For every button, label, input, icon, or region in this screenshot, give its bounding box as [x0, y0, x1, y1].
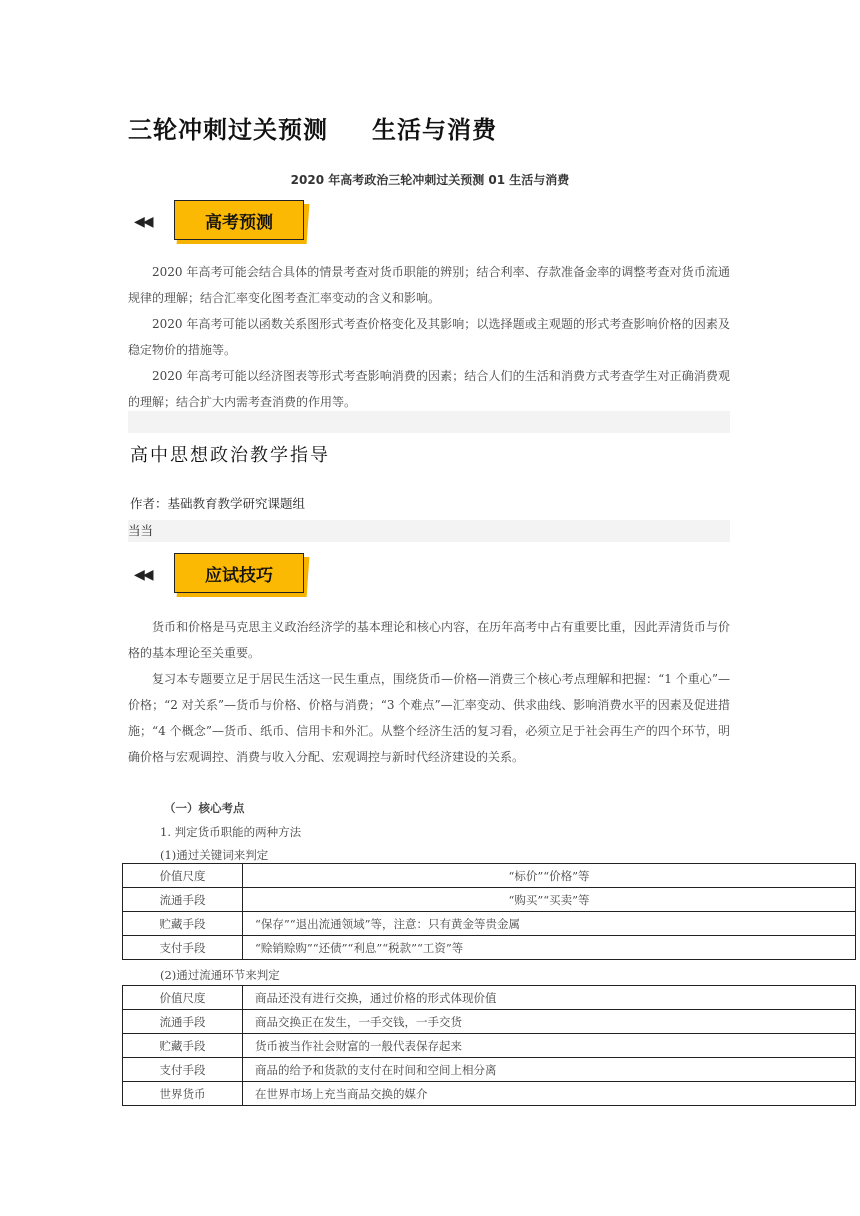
forecast-paragraph: 2020 年高考可能会结合具体的情景考查对货币职能的辨别；结合利率、存款准备金率的调整考查对货币流通规律的理解；结合汇率变化图考查汇率变动的含义和影响。	[128, 265, 730, 305]
skills-paragraph: 货币和价格是马克思主义政治经济学的基本理论和核心内容，在历年高考中占有重要比重，因此弄清货币与价格的基本理论至关重要。	[128, 620, 730, 660]
function-cell: 流通手段	[123, 1010, 243, 1034]
function-cell: 支付手段	[123, 1058, 243, 1082]
page-title-main: 三轮冲刺过关预测	[128, 116, 328, 144]
description-cell: 商品的给予和货款的支付在时间和空间上相分离	[243, 1058, 856, 1082]
table-row	[123, 912, 856, 936]
banner-forecast	[130, 200, 310, 250]
banner-skills	[130, 553, 310, 603]
method-2-heading: (2)通过流通环节来判定	[160, 968, 280, 982]
function-cell: 贮藏手段	[123, 912, 243, 936]
page-title-topic: 生活与消费	[372, 116, 497, 144]
function-cell: 世界货币	[123, 1082, 243, 1106]
description-cell: 在世界市场上充当商品交换的媒介	[243, 1082, 856, 1106]
double-arrow-icon: ◀◀	[134, 214, 152, 230]
table-row	[123, 1034, 856, 1058]
skills-section	[128, 614, 730, 770]
keyword-cell: “赊销赊购”“还债”“利息”“税款”“工资”等	[243, 936, 856, 960]
description-cell: 货币被当作社会财富的一般代表保存起来	[243, 1034, 856, 1058]
double-arrow-icon: ◀◀	[134, 567, 152, 583]
table-row	[123, 864, 856, 888]
skills-paragraph: 复习本专题要立足于居民生活这一民生重点，围绕货币—价格—消费三个核心考点理解和把握：“1 个重心”—价格；“2 对关系”—货币与价格、价格与消费；“3 个难点”—汇率变动、供求曲线、影响消费水平的因素及促进措施；“4 个概念”—货币、纸币、信用卡和外汇。从整个经济生活的复习看，必须立足于社会再生产的四个环节，明确价格与宏观调控、消费与收入分配、宏观调控与新时代经济建设的关系。	[128, 672, 730, 764]
banner-label: 应试技巧	[174, 553, 304, 593]
function-cell: 价值尺度	[123, 986, 243, 1010]
ad-heading[interactable]: 高中思想政治教学指导	[130, 445, 330, 466]
method-heading: 1. 判定货币职能的两种方法	[160, 825, 302, 839]
table-row	[123, 1058, 856, 1082]
forecast-section	[128, 259, 730, 415]
table-row	[123, 1082, 856, 1106]
table-row	[123, 936, 856, 960]
function-cell: 流通手段	[123, 888, 243, 912]
function-cell: 价值尺度	[123, 864, 243, 888]
table-circulation	[122, 985, 856, 1106]
method-1-heading: (1)通过关键词来判定	[160, 848, 269, 862]
page-title	[128, 110, 497, 145]
table-row	[123, 986, 856, 1010]
table-row	[123, 1010, 856, 1034]
ad-author: 作者：基础教育教学研究课题组	[130, 496, 306, 511]
table-row	[123, 888, 856, 912]
store-link[interactable]: 当当	[128, 520, 730, 542]
forecast-paragraph: 2020 年高考可能以经济图表等形式考查影响消费的因素；结合人们的生活和消费方式考查学生对正确消费观的理解；结合扩大内需考查消费的作用等。	[128, 369, 730, 409]
keyword-cell: “购买”“买卖”等	[243, 888, 856, 912]
banner-label: 高考预测	[174, 200, 304, 240]
keyword-cell: “保存”“退出流通领域”等，注意：只有黄金等贵金属	[243, 912, 856, 936]
gray-divider	[128, 411, 730, 433]
function-cell: 支付手段	[123, 936, 243, 960]
forecast-paragraph: 2020 年高考可能以函数关系图形式考查价格变化及其影响；以选择题或主观题的形式考查影响价格的因素及稳定物价的措施等。	[128, 317, 730, 357]
table-keywords	[122, 863, 856, 960]
description-cell: 商品还没有进行交换，通过价格的形式体现价值	[243, 986, 856, 1010]
keyword-cell: “标价”“价格”等	[243, 864, 856, 888]
page-subtitle: 2020 年高考政治三轮冲刺过关预测 01 生活与消费	[290, 173, 570, 187]
core-points-heading: （一）核心考点	[164, 801, 245, 815]
description-cell: 商品交换正在发生，一手交钱，一手交货	[243, 1010, 856, 1034]
function-cell: 贮藏手段	[123, 1034, 243, 1058]
